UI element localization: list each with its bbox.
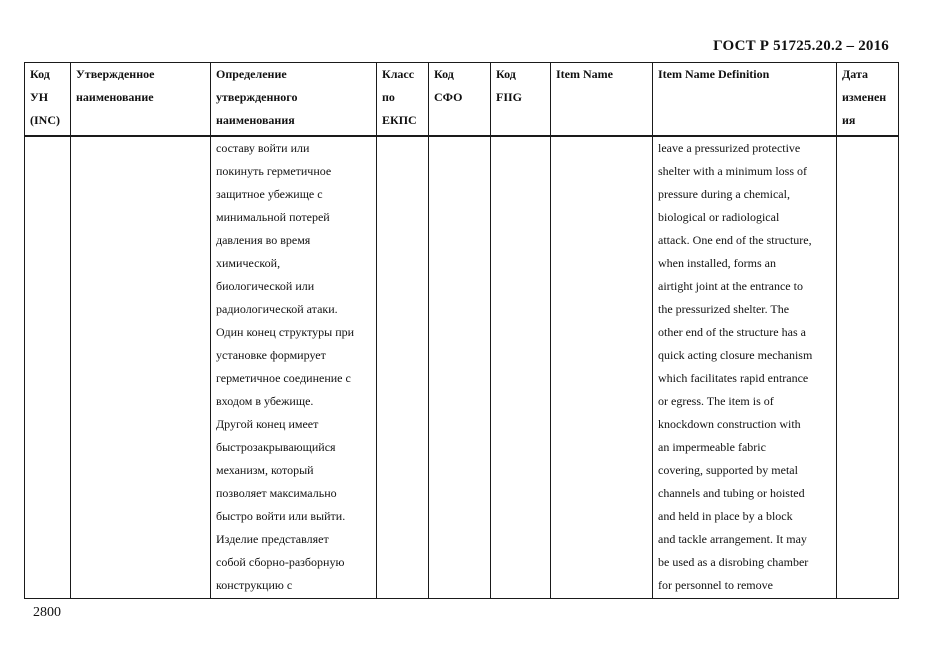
definition-en-line: covering, supported by metal [658, 463, 798, 477]
header-approved-name: Утвержденное наименование [71, 63, 211, 137]
definition-ru-line: механизм, который [216, 463, 314, 477]
definition-ru-line: входом в убежище. [216, 394, 314, 408]
definition-ru-line: герметичное соединение с [216, 371, 351, 385]
definition-en-line: knockdown construction with [658, 417, 801, 431]
cell-fiig [491, 136, 551, 599]
definition-en-line: and held in place by a block [658, 509, 793, 523]
cell-class [377, 136, 429, 599]
cell-change-date [837, 136, 899, 599]
definition-en-line: pressure during a chemical, [658, 187, 790, 201]
cell-definition-ru [211, 136, 377, 599]
cell-inc [25, 136, 71, 599]
definition-en-line: shelter with a minimum loss of [658, 164, 807, 178]
definition-en-line: channels and tubing or hoisted [658, 486, 805, 500]
definition-en-line: airtight joint at the entrance to [658, 279, 803, 293]
header-item-name-definition: Item Name Definition [653, 63, 837, 137]
definition-en-line: be used as a disrobing chamber [658, 555, 809, 569]
document-title: ГОСТ Р 51725.20.2 – 2016 [713, 38, 889, 54]
definition-en-line: leave a pressurized protective [658, 141, 801, 155]
definition-ru-line: давления во время [216, 233, 311, 247]
page-number: 2800 [33, 605, 61, 620]
definition-en-line: quick acting closure mechanism [658, 348, 813, 362]
definition-ru-line: минимальной потерей [216, 210, 330, 224]
catalog-table-container [24, 62, 898, 599]
header-inc: Код УН (INC) [25, 63, 71, 137]
definition-ru-line: радиологической атаки. [216, 302, 338, 316]
header-sfo: Код СФО [429, 63, 491, 137]
header-class: Класс по ЕКПС [377, 63, 429, 137]
definition-ru-line: быстро войти или выйти. [216, 509, 346, 523]
cell-approved-name [71, 136, 211, 599]
catalog-table [24, 62, 899, 599]
definition-en-line: biological or radiological [658, 210, 780, 224]
definition-ru-line: защитное убежище с [216, 187, 323, 201]
cell-item-name [551, 136, 653, 599]
definition-ru-line: химической, [216, 256, 281, 270]
definition-ru-line: позволяет максимально [216, 486, 337, 500]
definition-ru-line: Другой конец имеет [216, 417, 319, 431]
definition-ru-line: покинуть герметичное [216, 164, 332, 178]
definition-ru-line: Изделие представляет [216, 532, 329, 546]
definition-ru-line: собой сборно-разборную [216, 555, 345, 569]
table-header-row [25, 63, 899, 137]
header-change-date: Дата изменен ия [837, 63, 899, 137]
definition-ru-line: составу войти или [216, 141, 310, 155]
definition-ru-line: Один конец структуры при [216, 325, 355, 339]
definition-en-line: for personnel to remove [658, 578, 773, 592]
definition-en-line: an impermeable fabric [658, 440, 766, 454]
definition-ru-line: быстрозакрывающийся [216, 440, 336, 454]
definition-ru-line: биологической или [216, 279, 315, 293]
definition-en-line: the pressurized shelter. The [658, 302, 790, 316]
definition-ru-line: установке формирует [216, 348, 326, 362]
cell-definition-en [653, 136, 837, 599]
header-fiig: Код FIIG [491, 63, 551, 137]
definition-en-line: or egress. The item is of [658, 394, 774, 408]
definition-en-line: when installed, forms an [658, 256, 776, 270]
cell-sfo [429, 136, 491, 599]
definition-ru-line: конструкцию с [216, 578, 293, 592]
definition-en-line: attack. One end of the structure, [658, 233, 812, 247]
definition-en-line: and tackle arrangement. It may [658, 532, 807, 546]
header-definition: Определение утвержденного наименования [211, 63, 377, 137]
header-item-name: Item Name [551, 63, 653, 137]
table-row [25, 136, 899, 599]
definition-en-line: which facilitates rapid entrance [658, 371, 809, 385]
definition-en-line: other end of the structure has a [658, 325, 806, 339]
